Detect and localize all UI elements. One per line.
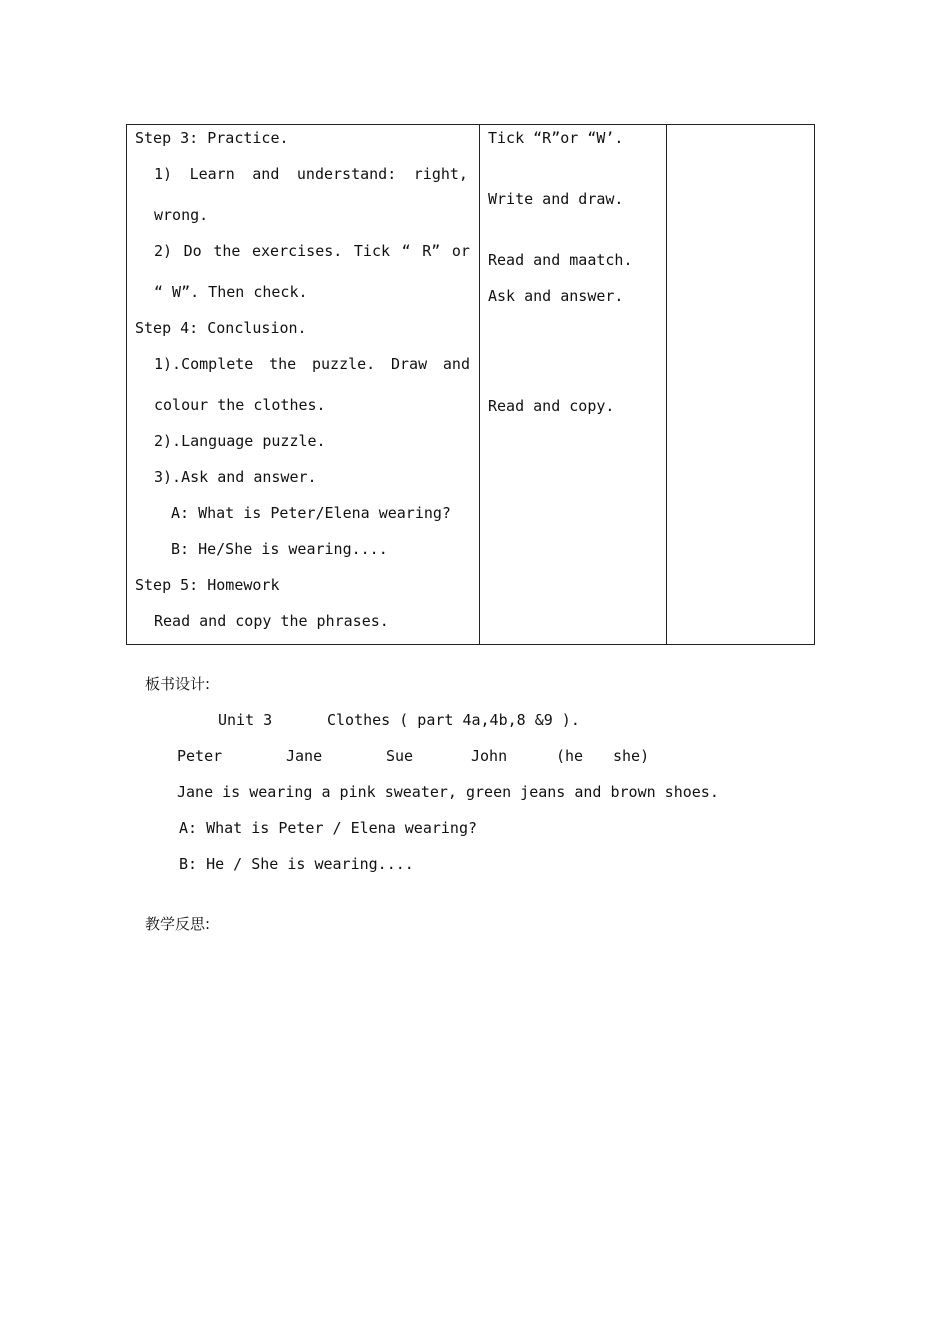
column-divider bbox=[479, 125, 480, 644]
activity-tick: Tick “R”or “W’. bbox=[488, 129, 624, 147]
board-answer: B: He / She is wearing.... bbox=[179, 855, 414, 873]
word: 2) bbox=[154, 242, 173, 260]
step3-item2-cont: “ W”. Then check. bbox=[154, 283, 308, 301]
activity-read-match: Read and maatch. bbox=[488, 251, 633, 269]
board-unit: Unit 3 bbox=[218, 711, 273, 729]
board-pronoun: she) bbox=[613, 747, 650, 765]
word: 1) bbox=[154, 165, 173, 183]
lesson-table bbox=[126, 124, 815, 645]
step5-item: Read and copy the phrases. bbox=[154, 612, 389, 630]
step3-item1 bbox=[154, 165, 468, 183]
board-name: John bbox=[471, 747, 508, 765]
word: understand: bbox=[296, 165, 397, 183]
activity-write-draw: Write and draw. bbox=[488, 190, 624, 208]
word: and bbox=[442, 355, 470, 373]
step4-question: A: What is Peter/Elena wearing? bbox=[171, 504, 451, 522]
activity-read-copy: Read and copy. bbox=[488, 397, 615, 415]
column-divider bbox=[666, 125, 667, 644]
word: the bbox=[269, 355, 297, 373]
board-name: Sue bbox=[386, 747, 414, 765]
step4-item1-cont: colour the clothes. bbox=[154, 396, 326, 414]
board-heading: 板书设计: bbox=[145, 675, 211, 693]
reflection-heading: 教学反思: bbox=[145, 915, 211, 933]
word: right, bbox=[413, 165, 468, 183]
step4-item3: 3).Ask and answer. bbox=[154, 468, 317, 486]
word: Learn bbox=[189, 165, 235, 183]
board-question: A: What is Peter / Elena wearing? bbox=[179, 819, 478, 837]
word: exercises. bbox=[252, 242, 343, 260]
word: Do bbox=[183, 242, 202, 260]
step4-heading: Step 4: Conclusion. bbox=[135, 319, 307, 337]
step3-item2 bbox=[154, 242, 470, 260]
word: Tick bbox=[353, 242, 391, 260]
word: R” bbox=[422, 242, 441, 260]
word: 1).Complete bbox=[154, 355, 254, 373]
step3-item1-cont: wrong. bbox=[154, 206, 209, 224]
board-sentence: Jane is wearing a pink sweater, green jeans and brown shoes. bbox=[177, 783, 719, 801]
word: or bbox=[451, 242, 470, 260]
step4-item1 bbox=[154, 355, 470, 373]
word: and bbox=[252, 165, 280, 183]
word: the bbox=[213, 242, 241, 260]
board-name: Peter bbox=[177, 747, 223, 765]
step4-item2: 2).Language puzzle. bbox=[154, 432, 326, 450]
step5-heading: Step 5: Homework bbox=[135, 576, 280, 594]
word: puzzle. bbox=[312, 355, 376, 373]
step4-answer: B: He/She is wearing.... bbox=[171, 540, 388, 558]
word: “ bbox=[401, 242, 411, 260]
activity-ask-answer: Ask and answer. bbox=[488, 287, 624, 305]
board-title: Clothes ( part 4a,4b,8 &9 ). bbox=[327, 711, 580, 729]
board-name: Jane bbox=[286, 747, 323, 765]
word: Draw bbox=[391, 355, 428, 373]
step3-heading: Step 3: Practice. bbox=[135, 129, 289, 147]
board-pronoun: (he bbox=[556, 747, 584, 765]
